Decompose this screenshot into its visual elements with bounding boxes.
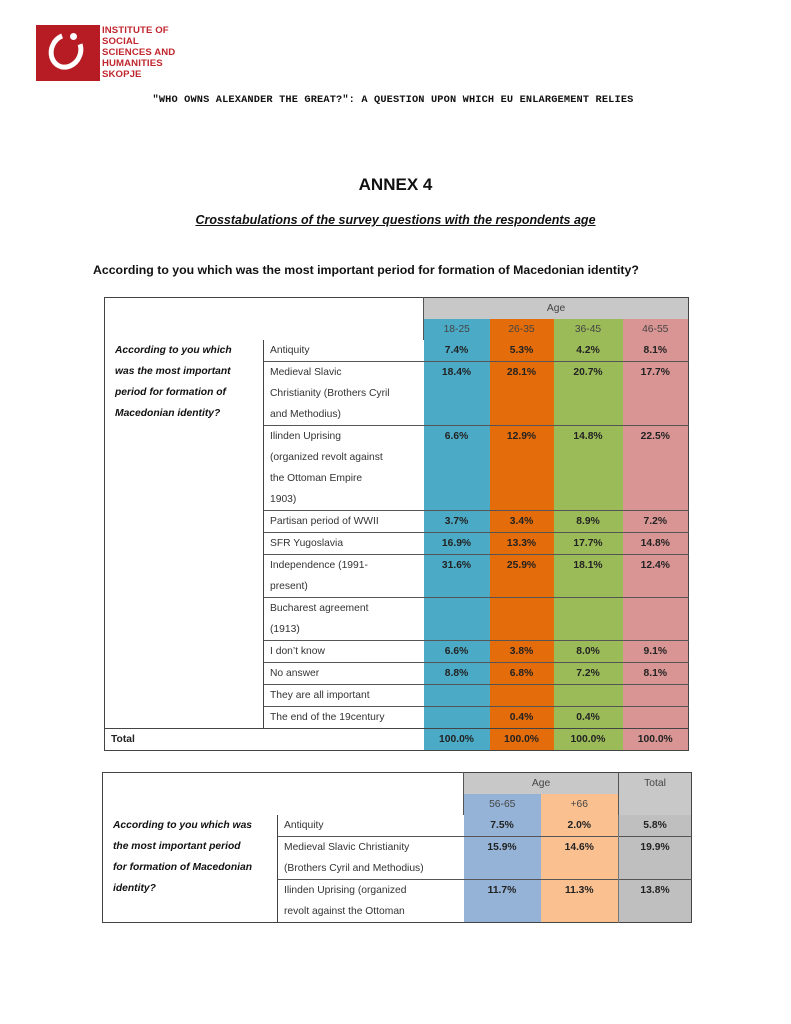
cell-value-18-25: 18.4%	[424, 362, 490, 426]
cell-value-26-35: 3.4%	[490, 511, 554, 533]
cell-value-56-65: 7.5%	[464, 815, 541, 837]
cell-value-plus66: 11.3%	[541, 880, 619, 923]
header-blank-cell	[105, 298, 424, 341]
answer-option-line: I don’t know	[270, 646, 325, 657]
answer-option-line: the Ottoman Empire	[270, 473, 363, 484]
answer-option	[278, 880, 464, 923]
total-label: Total	[105, 729, 424, 751]
annex-title: ANNEX 4	[358, 175, 433, 194]
question-row-label	[103, 815, 278, 923]
answer-option-line: Bucharest agreement	[270, 603, 369, 614]
question-row-label-line: the most important period	[113, 841, 241, 852]
answer-option-line: No answer	[270, 668, 320, 679]
answer-option-line: revolt against the Ottoman	[284, 906, 405, 917]
answer-option	[264, 426, 424, 511]
answer-option	[264, 685, 424, 707]
answer-option-line: Partisan period of WWII	[270, 516, 379, 527]
cell-value-26-35	[490, 598, 554, 641]
answer-option	[264, 663, 424, 685]
question-row-label-line: for formation of Macedonian	[113, 862, 253, 873]
cell-value-46-55: 8.1%	[623, 663, 689, 685]
table-header-row	[103, 773, 692, 795]
answer-option-line: Christianity (Brothers Cyril	[270, 388, 390, 399]
cell-value-plus66: 14.6%	[541, 837, 619, 880]
cell-value-56-65: 15.9%	[464, 837, 541, 880]
age-group-header: Age	[424, 298, 689, 320]
running-head: "WHO OWNS ALEXANDER THE GREAT?": A QUESTION UPON WHICH EU ENLARGEMENT RELIES	[152, 94, 634, 106]
institute-name-line: HUMANITIES	[102, 58, 163, 69]
answer-option-line: present)	[270, 581, 308, 592]
answer-option-line: (1913)	[270, 624, 300, 635]
cell-value-26-35	[490, 685, 554, 707]
cell-value-18-25	[424, 707, 490, 729]
table-row	[103, 815, 692, 837]
cell-value-46-55: 17.7%	[623, 362, 689, 426]
answer-option	[278, 815, 464, 837]
answer-option	[264, 707, 424, 729]
cell-value-36-45: 8.9%	[554, 511, 623, 533]
institute-name	[102, 25, 175, 80]
cell-value-plus66: 2.0%	[541, 815, 619, 837]
cell-value-36-45: 20.7%	[554, 362, 623, 426]
cell-value-26-35: 5.3%	[490, 340, 554, 362]
total-value-18-25: 100.0%	[424, 729, 490, 751]
cell-value-46-55	[623, 598, 689, 641]
cell-value-46-55: 12.4%	[623, 555, 689, 598]
total-value-36-45: 100.0%	[554, 729, 623, 751]
cell-value-18-25: 8.8%	[424, 663, 490, 685]
cell-value-46-55: 22.5%	[623, 426, 689, 511]
question-row-label-line: was the most important	[115, 366, 231, 377]
cell-value-total: 13.8%	[619, 880, 692, 923]
question-row-label-line: According to you which was	[113, 820, 253, 831]
crosstab-table-ages-56-plus	[102, 772, 692, 923]
answer-option	[278, 837, 464, 880]
answer-option	[264, 362, 424, 426]
column-header-26-35: 26-35	[490, 319, 554, 340]
cell-value-18-25: 3.7%	[424, 511, 490, 533]
cell-value-36-45: 14.8%	[554, 426, 623, 511]
question-heading: According to you which was the most important period for formation of Macedonian identity?	[93, 263, 639, 277]
cell-value-18-25	[424, 685, 490, 707]
age-group-header: Age	[464, 773, 619, 795]
answer-option-line: Antiquity	[270, 345, 310, 356]
column-header-46-55: 46-55	[623, 319, 689, 340]
question-row-label-line: Macedonian identity?	[115, 408, 221, 419]
cell-value-18-25: 6.6%	[424, 426, 490, 511]
cell-value-46-55: 7.2%	[623, 511, 689, 533]
cell-value-26-35: 28.1%	[490, 362, 554, 426]
answer-option-line: They are all important	[270, 690, 370, 701]
section-subtitle: Crosstabulations of the survey questions with the respondents age	[195, 213, 596, 227]
answer-option	[264, 511, 424, 533]
cell-value-46-55	[623, 685, 689, 707]
cell-value-18-25: 6.6%	[424, 641, 490, 663]
cell-value-46-55: 9.1%	[623, 641, 689, 663]
total-column-header: Total	[619, 773, 692, 816]
column-header-36-45: 36-45	[554, 319, 623, 340]
cell-value-26-35: 13.3%	[490, 533, 554, 555]
cell-value-18-25	[424, 598, 490, 641]
total-value-46-55: 100.0%	[623, 729, 689, 751]
cell-value-26-35: 6.8%	[490, 663, 554, 685]
cell-value-18-25: 7.4%	[424, 340, 490, 362]
answer-option-line: Independence (1991-	[270, 560, 368, 571]
answer-option-line: The end of the 19century	[270, 712, 385, 723]
answer-option-line: and Methodius)	[270, 409, 341, 420]
answer-option	[264, 598, 424, 641]
question-row-label-line: identity?	[113, 883, 156, 894]
question-row-label-line: According to you which	[115, 345, 232, 356]
column-header-18-25: 18-25	[424, 319, 490, 340]
cell-value-36-45: 18.1%	[554, 555, 623, 598]
institute-name-line: SCIENCES AND	[102, 47, 176, 58]
answer-option-line: (Brothers Cyril and Methodius)	[284, 863, 424, 874]
answer-option-line: 1903)	[270, 494, 297, 505]
cell-value-46-55	[623, 707, 689, 729]
cell-value-36-45: 4.2%	[554, 340, 623, 362]
logo-ring-shape	[43, 27, 90, 76]
cell-value-36-45: 17.7%	[554, 533, 623, 555]
total-row	[105, 729, 689, 751]
answer-option	[264, 555, 424, 598]
table-header-row	[105, 298, 689, 320]
table-row	[105, 340, 689, 362]
cell-value-56-65: 11.7%	[464, 880, 541, 923]
cell-value-36-45	[554, 685, 623, 707]
cell-value-36-45: 0.4%	[554, 707, 623, 729]
logo-dot-shape	[70, 33, 77, 40]
total-value-26-35: 100.0%	[490, 729, 554, 751]
column-header-56-65: 56-65	[464, 794, 541, 815]
cell-value-36-45: 7.2%	[554, 663, 623, 685]
cell-value-46-55: 8.1%	[623, 340, 689, 362]
institute-logo-icon	[36, 25, 100, 81]
cell-value-18-25: 31.6%	[424, 555, 490, 598]
institute-name-line: SOCIAL	[102, 36, 139, 47]
answer-option-line: Medieval Slavic Christianity	[284, 842, 410, 853]
answer-option	[264, 641, 424, 663]
question-row-label	[105, 340, 264, 729]
answer-option-line: Ilinden Uprising	[270, 431, 341, 442]
cell-value-46-55: 14.8%	[623, 533, 689, 555]
answer-option-line: (organized revolt against	[270, 452, 383, 463]
institute-logo	[36, 25, 186, 81]
answer-option-line: Medieval Slavic	[270, 367, 342, 378]
cell-value-total: 5.8%	[619, 815, 692, 837]
institute-name-line: INSTITUTE OF	[102, 25, 169, 36]
cell-value-36-45: 8.0%	[554, 641, 623, 663]
cell-value-total: 19.9%	[619, 837, 692, 880]
header-blank-cell	[103, 773, 464, 816]
cell-value-26-35: 3.8%	[490, 641, 554, 663]
cell-value-26-35: 25.9%	[490, 555, 554, 598]
cell-value-26-35: 12.9%	[490, 426, 554, 511]
answer-option-line: Ilinden Uprising (organized	[284, 885, 407, 896]
answer-option	[264, 340, 424, 362]
institute-name-line: SKOPJE	[102, 69, 142, 80]
answer-option-line: Antiquity	[284, 820, 324, 831]
cell-value-36-45	[554, 598, 623, 641]
cell-value-18-25: 16.9%	[424, 533, 490, 555]
cell-value-26-35: 0.4%	[490, 707, 554, 729]
answer-option	[264, 533, 424, 555]
column-header-66-plus: +66	[541, 794, 619, 815]
question-row-label-line: period for formation of	[115, 387, 226, 398]
crosstab-table-ages-18-55	[104, 297, 689, 751]
answer-option-line: SFR Yugoslavia	[270, 538, 344, 549]
